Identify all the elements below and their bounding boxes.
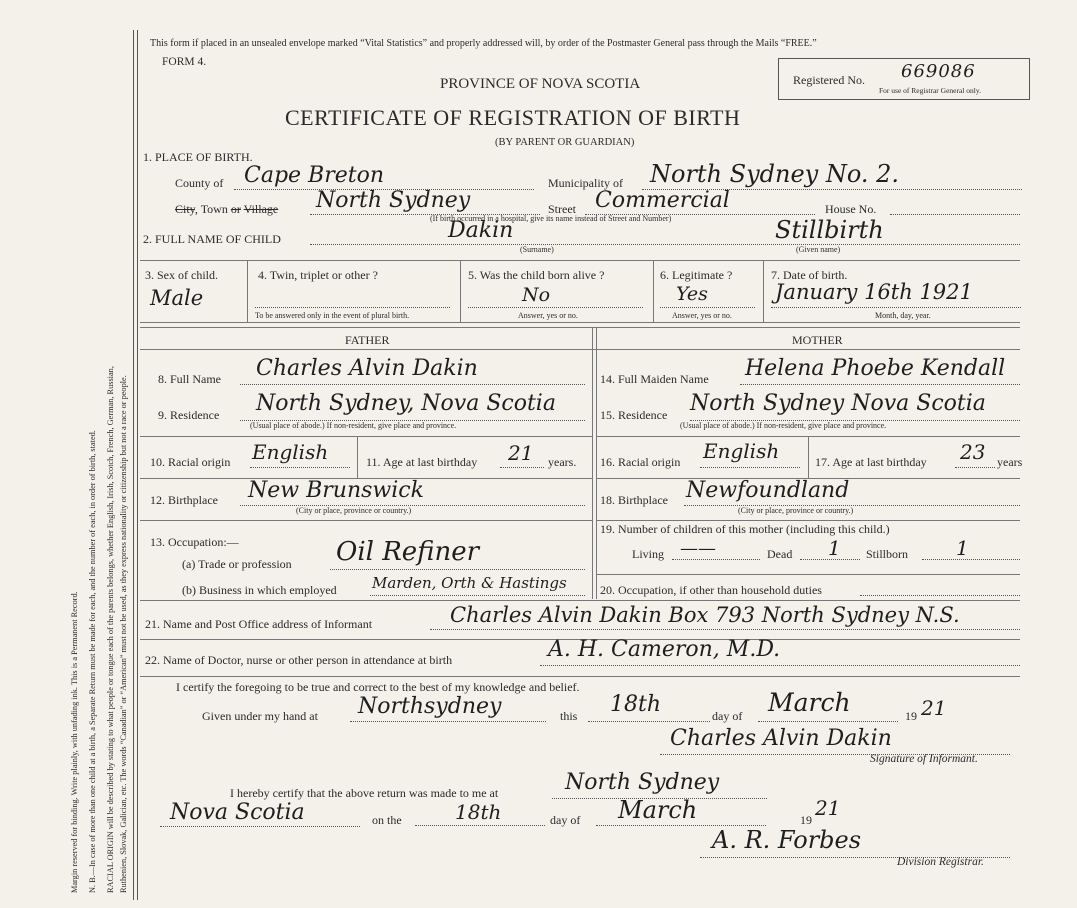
mother-birthplace-value: Newfoundland [686,478,850,503]
informant-signature-caption: Signature of Informant. [870,753,978,765]
cert-day-of-label: day of [712,709,743,723]
date-of-birth-note: Month, day, year. [875,311,931,320]
house-no-label: House No. [825,202,877,216]
living-value: —— [680,538,716,559]
mother-name-label: 14. Full Maiden Name [600,372,709,386]
father-residence-note: (Usual place of abode.) If non-resident, give place and province. [250,421,457,430]
cert-day-line [588,721,710,722]
cert-month-line [758,721,898,722]
father-heading: FATHER [345,333,390,347]
stillborn-value: 1 [956,536,969,560]
father-age-value: 21 [508,441,534,465]
mother-racial-divider [808,436,809,478]
mother-heading: MOTHER [792,333,843,347]
mother-residence-value: North Sydney Nova Scotia [690,391,986,416]
county-label: County of [175,176,224,190]
cert-month-value: March [768,688,851,717]
legitimate-line [660,307,755,308]
father-birthplace-note: (City or place, province or country.) [296,506,412,515]
registrar-signature: A. R. Forbes [712,826,862,854]
mother-racial-value: English [703,439,780,463]
child-given-name: Stillbirth [775,216,884,244]
father-business-line [370,595,585,596]
mother-rule-3 [596,520,1020,521]
child-name-label: 2. FULL NAME OF CHILD [143,232,281,246]
living-label: Living [632,547,664,561]
legitimate-note: Answer, yes or no. [672,311,732,320]
mother-occupation-label: 20. Occupation, if other than household duties [600,583,822,597]
registrar-place-2: Nova Scotia [170,800,305,825]
certification-statement: I certify the foregoing to be true and correct to the best of my knowledge and belief. [176,680,580,694]
cert-year-value: 21 [921,696,947,720]
mother-children-label: 19. Number of children of this mother (including this child.) [600,522,890,536]
sex-label: 3. Sex of child. [145,268,218,282]
registered-note: For use of Registrar General only. [879,86,981,95]
hospital-note: (If birth occurred in a hospital, give its name instead of Street and Number) [430,214,672,223]
page-title: CERTIFICATE OF REGISTRATION OF BIRTH [285,105,741,130]
living-line [672,559,760,560]
street-value: Commercial [595,188,730,213]
mother-occupation-line [860,595,1020,596]
child-name-line [310,244,1020,245]
row3-divider-2 [460,260,461,322]
given-name-caption: (Given name) [796,245,841,254]
form-number: FORM 4. [162,56,207,68]
father-occupation-label: 13. Occupation:— [150,535,239,549]
registrar-day-value: 18th [455,800,502,824]
county-value: Cape Breton [244,163,385,188]
mother-residence-note: (Usual place of abode.) If non-resident, give place and province. [680,421,887,430]
registrar-caption: Division Registrar. [897,856,984,868]
born-alive-line [468,307,643,308]
registrar-place2-line [160,826,360,827]
registrar-day-of-label: day of [550,813,581,827]
registration-box [778,58,1030,100]
father-residence-value: North Sydney, Nova Scotia [256,391,556,416]
mother-residence-label: 15. Residence [600,408,668,422]
doctor-line [540,665,1020,666]
date-of-birth-value: January 16th 1921 [775,280,973,304]
street-line [585,214,815,215]
cert-day-value: 18th [610,692,662,717]
twin-note: To be answered only in the event of plural birth. [255,311,410,320]
dead-value: 1 [828,536,841,560]
father-trade-label: (a) Trade or profession [182,557,292,571]
father-name-label: 8. Full Name [158,372,221,386]
mother-racial-label: 16. Racial origin [600,455,681,469]
parents-divider-inner [596,327,597,599]
registrar-year-prefix: 19 [800,813,812,827]
page-subtitle: (BY PARENT OR GUARDIAN) [495,137,635,148]
father-business-label: (b) Business in which employed [182,583,337,597]
informant-line [430,629,1020,630]
margin-note-plural-birth: N. B.—In case of more than one child at a birth, a Separate Return must be made for each, and the number of each, in order of birth, stated. [88,430,97,893]
twin-label: 4. Twin, triplet or other ? [258,268,378,282]
registered-number: 669086 [901,61,976,82]
binding-rule-inner [137,30,138,900]
row3-divider-3 [653,260,654,322]
father-age-label: 11. Age at last birthday [366,455,478,469]
dead-label: Dead [767,547,793,561]
parents-heading-rule [140,349,1020,350]
father-racial-label: 10. Racial origin [150,455,231,469]
legitimate-label: 6. Legitimate ? [660,268,733,282]
row3-divider-1 [247,260,248,322]
surname-caption: (Surname) [520,245,554,254]
doctor-value: A. H. Cameron, M.D. [548,637,781,662]
father-rule-3 [140,520,592,521]
place-of-birth-heading: 1. PLACE OF BIRTH. [143,150,253,164]
date-of-birth-line [771,307,1021,308]
mother-age-label: 17. Age at last birthday [815,455,927,469]
registered-label: Registered No. [793,73,865,87]
father-name-line [240,384,585,385]
margin-note-binding: Margin reserved for binding. Write plainly, with unfading ink. This is a Permanent Record. [70,591,79,893]
postal-note: This form if placed in an unsealed envelope marked “Vital Statistics” and properly addressed will, by order of the Postmaster General pass through the Mails “FREE.” [150,38,817,49]
cert-year-prefix: 19 [905,709,917,723]
doctor-label: 22. Name of Doctor, nurse or other person in attendance at birth [145,653,453,667]
city-town-labels: City, Town or Village [175,202,279,216]
binding-rule-outer [133,30,134,900]
municipality-value: North Sydney No. 2. [650,160,900,188]
row3-divider-4 [763,260,764,322]
given-under-label: Given under my hand at [202,709,318,723]
born-alive-value: No [522,284,551,306]
stillborn-label: Stillborn [866,547,909,561]
father-rule-1 [140,436,592,437]
twin-line [255,307,450,308]
informant-top-rule [140,600,1020,601]
mother-age-value: 23 [960,440,986,464]
father-name-value: Charles Alvin Dakin [256,356,478,381]
registrar-month-value: March [618,796,698,824]
given-place-value: Northsydney [358,694,502,719]
given-place-line [350,721,546,722]
mother-years-label: years [997,455,1023,469]
father-age-line [500,467,544,468]
street-label: Street [548,202,576,216]
parents-divider-outer [592,327,593,599]
father-racial-divider [357,436,358,478]
margin-note-racial-origin-cont: Ruthenien, Slovak, Galician, etc. The words “Canadian” or “American” must not be used, as they express nationality or citizenship but not a race or people. [119,375,128,893]
registrar-statement: I hereby certify that the above return was made to me at [230,786,499,800]
registrar-place-1: North Sydney [565,770,720,795]
father-years-label: years. [548,455,577,469]
father-birthplace-line [240,505,585,506]
mother-birthplace-note: (City or place, province or country.) [738,506,854,515]
certification-top-rule [140,676,1020,677]
informant-value: Charles Alvin Dakin Box 793 North Sydney N.S. [450,603,960,627]
house-no-line [890,214,1020,215]
father-trade-line [330,569,585,570]
mother-birthplace-label: 18. Birthplace [600,493,668,507]
father-racial-line [250,467,350,468]
registrar-on-label: on the [372,813,402,827]
row3-top-rule [140,260,1020,261]
father-birthplace-label: 12. Birthplace [150,493,218,507]
parents-top-rule [140,327,1020,328]
born-alive-note: Answer, yes or no. [518,311,578,320]
mother-age-line [955,467,995,468]
father-business-value: Marden, Orth & Hastings [372,574,567,592]
father-trade-value: Oil Refiner [336,537,480,567]
town-value: North Sydney [316,188,471,213]
margin-note-racial-origin: RACIAL ORIGIN will be described by stating to what people or tongue each of the parents belongs, whether English, Irish, Scotch, French, German, Russian, [106,366,115,893]
legitimate-value: Yes [676,283,708,305]
row3-bottom-rule [140,322,1020,323]
informant-label: 21. Name and Post Office address of Informant [145,617,373,631]
registrar-day-line [415,825,545,826]
registrar-year-value: 21 [815,796,841,820]
child-surname: Dakin [448,218,514,243]
born-alive-label: 5. Was the child born alive ? [468,268,605,282]
this-label: this [560,709,578,723]
father-birthplace-value: New Brunswick [248,478,424,503]
mother-name-line [740,384,1020,385]
municipality-label: Municipality of [548,176,623,190]
father-racial-value: English [252,440,329,464]
mother-racial-line [700,467,800,468]
stillborn-line [922,559,1020,560]
informant-signature: Charles Alvin Dakin [670,726,892,751]
father-residence-label: 9. Residence [158,408,220,422]
date-of-birth-label: 7. Date of birth. [771,268,848,282]
mother-name-value: Helena Phoebe Kendall [745,356,1006,381]
sex-value: Male [150,286,204,310]
province-heading: PROVINCE OF NOVA SCOTIA [440,76,641,92]
mother-rule-4 [596,574,1020,575]
